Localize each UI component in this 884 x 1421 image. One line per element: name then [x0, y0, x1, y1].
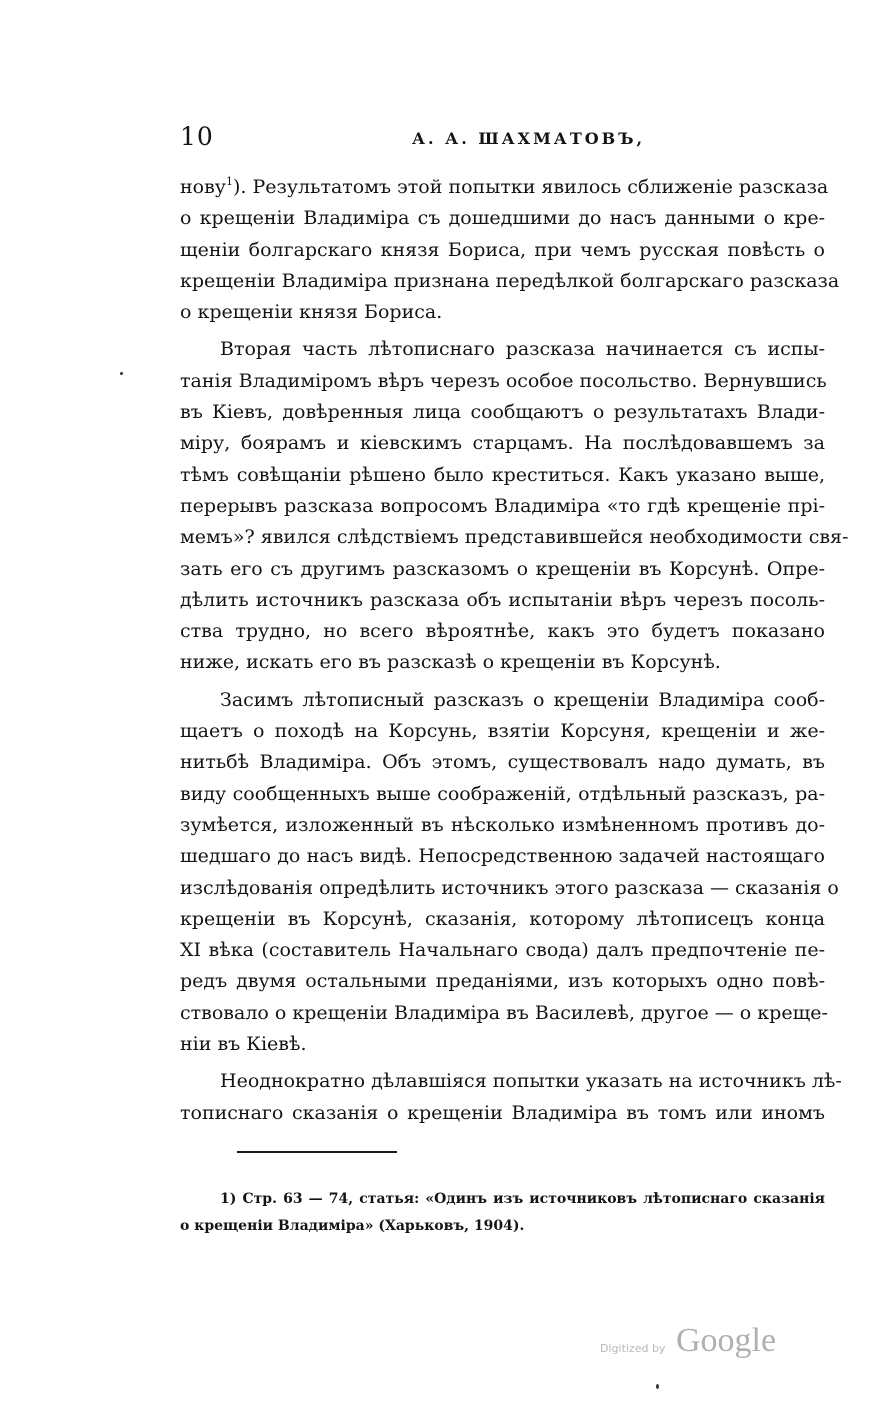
text-line: изслѣдованія опредѣлить источникъ этого разсказа — сказанія о	[180, 876, 839, 899]
paragraph-3	[180, 685, 839, 1061]
footnote-line: 1) Стр. 63 — 74, статья: «Одинъ изъ источниковъ лѣтописнаго сказанія	[220, 1191, 825, 1207]
footnote-rule	[237, 1151, 397, 1153]
watermark-caption: Digitized by	[600, 1342, 666, 1355]
text-line: мемъ»? явился слѣдствіемъ представившейся необходимости свя-	[180, 526, 849, 549]
text-line: крещеніи въ Корсунѣ, сказанія, которому лѣтописецъ конца	[180, 907, 825, 930]
page-number: 10	[180, 122, 214, 151]
text-line: виду сообщенныхъ выше соображеній, отдѣльный разсказъ, ра-	[180, 782, 825, 805]
text-line: зать его съ другимъ разсказомъ о крещеніи въ Корсунѣ. Опре-	[180, 557, 825, 580]
digitized-watermark	[600, 1322, 790, 1372]
text-line: редъ двумя остальными преданіями, изъ которыхъ одно повѣ-	[180, 970, 825, 993]
text-line: Неоднократно дѣлавшіяся попытки указать на источникъ лѣ-	[220, 1070, 842, 1093]
text-line: зумѣется, изложенный въ нѣсколько измѣненномъ противъ до-	[180, 813, 825, 836]
google-logo: Google	[676, 1322, 777, 1359]
text-line: ствовало о крещеніи Владиміра въ Василевѣ, другое — о креще-	[180, 1001, 828, 1024]
text-line: ства трудно, но всего вѣроятнѣе, какъ это будетъ показано	[180, 620, 825, 643]
text-line: Вторая часть лѣтописнаго разсказа начинается съ испы-	[220, 338, 825, 361]
footnote-line: о крещеніи Владиміра» (Харьковъ, 1904).	[180, 1218, 525, 1234]
text-line: нитьбѣ Владиміра. Объ этомъ, существовалъ надо думать, въ	[180, 751, 825, 774]
paragraph-4	[180, 1066, 842, 1129]
text-line: Засимъ лѣтописный разсказъ о крещеніи Владиміра сооб-	[220, 688, 825, 711]
text-line: щаетъ о походѣ на Корсунь, взятіи Корсуня, крещеніи и же-	[180, 720, 825, 743]
text-line: XI вѣка (составитель Начальнаго свода) далъ предпочтеніе пе-	[180, 939, 825, 962]
body-text	[180, 172, 849, 1135]
footnote-ref[interactable]: 1	[225, 175, 233, 188]
text-line: нову$^1$). Результатомъ этой попытки явилось сближеніе разсказа	[180, 175, 829, 198]
text-line: перерывъ разсказа вопросомъ Владиміра «то гдѣ крещеніе прі-	[180, 494, 825, 517]
text-line: дѣлить источникъ разсказа объ испытаніи вѣръ черезъ посоль-	[180, 588, 825, 611]
text-line: танія Владиміромъ вѣръ черезъ особое посольство. Вернувшись	[180, 369, 827, 392]
paragraph-2	[180, 334, 849, 678]
paragraph-1	[180, 172, 840, 328]
running-head: А. А. ШАХМАТОВЪ,	[412, 129, 646, 148]
text-line: въ Кіевъ, довѣренныя лица сообщаютъ о результатахъ Влади-	[180, 401, 825, 424]
text-line: о крещеніи князя Бориса.	[180, 301, 443, 324]
footnote	[180, 1186, 825, 1240]
text-line: о крещеніи Владиміра съ дошедшими до насъ данными о кре-	[180, 207, 825, 230]
scan-speck	[656, 1384, 659, 1389]
text-line: міру, боярамъ и кіевскимъ старцамъ. На послѣдовавшемъ за	[180, 432, 825, 455]
text-line: тописнаго сказанія о крещеніи Владиміра въ томъ или иномъ	[180, 1101, 825, 1124]
page-header	[180, 122, 820, 158]
text-line: ніи въ Кіевѣ.	[180, 1033, 307, 1056]
text-line: тѣмъ совѣщаніи рѣшено было креститься. Какъ указано выше,	[180, 463, 825, 486]
text-line: щеніи болгарскаго князя Бориса, при чемъ русская повѣсть о	[180, 238, 825, 261]
text-line: крещеніи Владиміра признана передѣлкой болгарскаго разсказа	[180, 269, 840, 292]
text-line: шедшаго до насъ видѣ. Непосредственною задачей настоящаго	[180, 845, 825, 868]
scan-speck	[120, 372, 123, 375]
text-line: ниже, искать его въ разсказѣ о крещеніи въ Корсунѣ.	[180, 651, 721, 674]
